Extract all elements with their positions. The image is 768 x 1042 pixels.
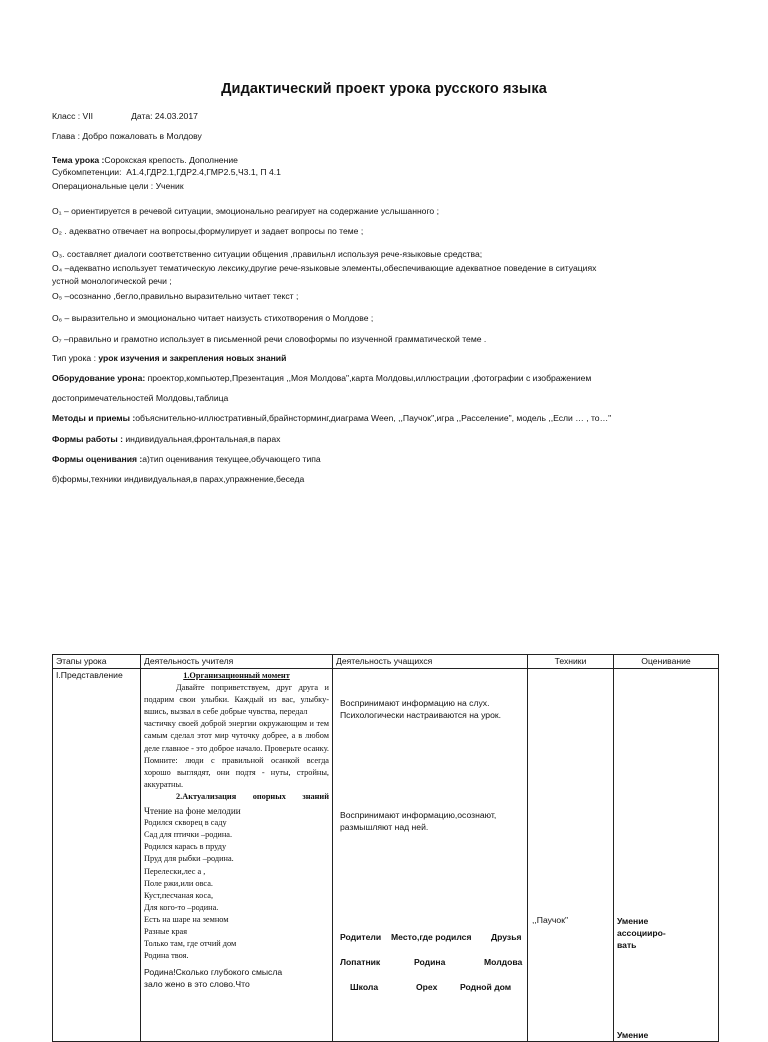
work-forms-label: Формы работы : xyxy=(52,434,123,444)
goal-o4-cont: устной монологической речи ; xyxy=(52,276,172,286)
goal-o1: О₁ – ориентируется в речевой ситуации, эмоционально реагирует на содержание услышанного ; xyxy=(52,206,439,216)
word-rodina: Родина xyxy=(414,957,446,967)
poem-line: Родился скворец в саду xyxy=(144,818,227,828)
equipment-value: проектор,компьютер,Презентация ,,Моя Молдова",карта Молдовы,иллюстрации ,фотографии с изображением xyxy=(147,373,592,383)
teacher-paragraph-2: частичку своей доброй энергии окружающим и тем самым сделал этот мир чуточку добрее, а в любом деле главное - это доброе начало. Проверьте осанку. Помните: люди с правильной осанкой всегда хорошо выглядят, они подтя - нуты, стройны, аккуратны. xyxy=(144,719,329,789)
students-activity-1b: Психологически настраиваются на урок. xyxy=(340,710,502,720)
header-teacher: Деятельность учителя xyxy=(141,655,333,669)
stage-cell xyxy=(53,669,141,1042)
lesson-table xyxy=(52,654,718,1040)
word-roditeli: Родители xyxy=(340,932,382,942)
evaluation-cell xyxy=(614,669,719,1042)
subcompetence-value: А1.4,ГДР2.1,ГДР2.4,ГМР2.5,Ч3.1, П 4.1 xyxy=(126,167,281,177)
technique-spider: ,,Паучок" xyxy=(532,915,568,925)
header-techniques: Техники xyxy=(528,655,614,669)
poem-line: Родился карась в пруду xyxy=(144,842,227,852)
document-title: Дидактический проект урока русского языка xyxy=(221,81,547,97)
techniques-cell xyxy=(528,669,614,1042)
methods-value: объяснительно-иллюстративный,брайнсторминг,диаграма Ween, ,,Паучок",игра ,,Расселение", модель ,,Если … , то…" xyxy=(135,413,612,423)
chapter-line: Глава : Добро пожаловать в Молдову xyxy=(52,131,202,141)
poem-line: Сад для птички –родина. xyxy=(144,830,233,840)
goal-o4: О₄ –адекватно использует тематическую лексику,другие рече-языковые элементы,обеспечивающие адекватное поведение в ситуациях xyxy=(52,263,597,273)
poem-line: Только там, где отчий дом xyxy=(144,939,237,949)
poem-line: Разные края xyxy=(144,926,188,936)
date-label: Дата: 24.03.2017 xyxy=(131,111,198,121)
operational-goals-line: Операциональные цели : Ученик xyxy=(52,181,184,191)
teacher-cell xyxy=(141,669,333,1042)
poem-line: Для кого-то –родина. xyxy=(144,902,219,912)
header-students: Деятельность учащихся xyxy=(333,655,528,669)
grade-line-3: вать xyxy=(617,940,637,950)
methods-label: Методы и приемы : xyxy=(52,413,136,423)
poem-line: Перелески,лес а , xyxy=(144,866,206,876)
students-activity-2b: размышляют над ней. xyxy=(340,822,429,832)
equipment-label: Оборудование урона: xyxy=(52,373,146,383)
class-label: Класс : VII xyxy=(52,111,94,121)
poem-line: Куст,песчаная коса, xyxy=(144,890,214,900)
poem-line: Родина твоя. xyxy=(144,951,189,961)
equipment-line-cont: достопримечательностей Молдовы,таблица xyxy=(52,393,229,403)
goal-o6: О₆ – выразительно и эмоционально читает наизусть стихотворения о Молдове ; xyxy=(52,313,374,323)
goal-o5: О₅ –осознанно ,бегло,правильно выразительно читает текст ; xyxy=(52,291,299,301)
topic-line xyxy=(52,155,238,166)
table-header-row xyxy=(53,655,719,669)
subcompetence-line xyxy=(52,167,281,178)
students-activity-1a: Воспринимают информацию на слух. xyxy=(340,698,490,708)
word-moldova: Молдова xyxy=(484,957,523,967)
students-activity-2a: Воспринимают информацию,осознают, xyxy=(340,810,497,820)
poem xyxy=(144,817,329,962)
teacher-closing-1: Родина!Сколько глубокого смысла xyxy=(144,967,283,978)
table-row xyxy=(53,669,719,1042)
work-forms-line xyxy=(52,434,280,445)
evaluation-line xyxy=(52,454,321,465)
reading-label: Чтение на фоне мелодии xyxy=(144,806,241,817)
word-mesto: Место,где родился xyxy=(391,932,472,942)
lesson-type-label: Тип урока : xyxy=(52,353,96,363)
teacher-paragraph-1: Давайте поприветствуем, друг друга и подарим свои улыбки. Каждый из вас, улыбку- вшись, вызвал в себе добрые чувства, передал xyxy=(144,683,329,717)
goal-o7: О₇ –правильно и грамотно использует в письменной речи словоформы по изученной грамматической теме . xyxy=(52,334,487,344)
section-heading-actualization: 2.Актуализация опорных знаний xyxy=(176,791,329,801)
goal-o2: О₂ . адекватно отвечает на вопросы,формулирует и задает вопросы по теме ; xyxy=(52,226,364,236)
poem-line: Пруд для рыбки –родина. xyxy=(144,854,234,864)
grade-line-2: ассоцииро- xyxy=(617,928,666,938)
students-content xyxy=(336,670,524,1040)
stage-label: I.Представление xyxy=(56,670,123,680)
word-druzya: Друзья xyxy=(491,932,522,942)
grade-line-4: Умение xyxy=(617,1030,649,1040)
teacher-closing-2: зало жено в это слово.Что xyxy=(144,979,250,990)
subcompetence-label: Субкомпетенции: xyxy=(52,167,122,177)
lesson-type-line xyxy=(52,353,286,364)
word-oreh: Орех xyxy=(416,982,438,992)
word-shkola: Школа xyxy=(350,982,379,992)
evaluation-value: а)тип оценивания текущее,обучающего типа xyxy=(142,454,321,464)
poem-line: Поле ржи,или овса. xyxy=(144,878,213,888)
evaluation-line-b: б)формы,техники индивидуальная,в парах,упражнение,беседа xyxy=(52,474,305,484)
section-heading-org: 1.Организационный момент xyxy=(183,671,290,680)
lesson-type-value: урок изучения и закрепления новых знаний xyxy=(98,353,287,363)
header-evaluation: Оценивание xyxy=(614,655,719,669)
work-forms-value: индивидуальная,фронтальная,в парах xyxy=(125,434,281,444)
header-stage: Этапы урока xyxy=(53,655,141,669)
grade-line-1: Умение xyxy=(617,916,649,926)
methods-line xyxy=(52,413,611,424)
poem-line: Есть на шаре на земном xyxy=(144,914,229,924)
topic-value: Сорокская крепость. Дополнение xyxy=(104,155,238,165)
equipment-line xyxy=(52,373,591,384)
students-cell xyxy=(333,669,528,1042)
class-date-line xyxy=(52,111,198,122)
goal-o3: О₃. составляет диалоги соответственно ситуации общения ,правильнл используя рече-языковые средства; xyxy=(52,249,483,259)
evaluation-label: Формы оценивания : xyxy=(52,454,143,464)
word-rodnoy-dom: Родной дом xyxy=(460,982,512,992)
topic-label: Тема урока : xyxy=(52,155,105,165)
word-lopatnik: Лопатник xyxy=(340,957,381,967)
